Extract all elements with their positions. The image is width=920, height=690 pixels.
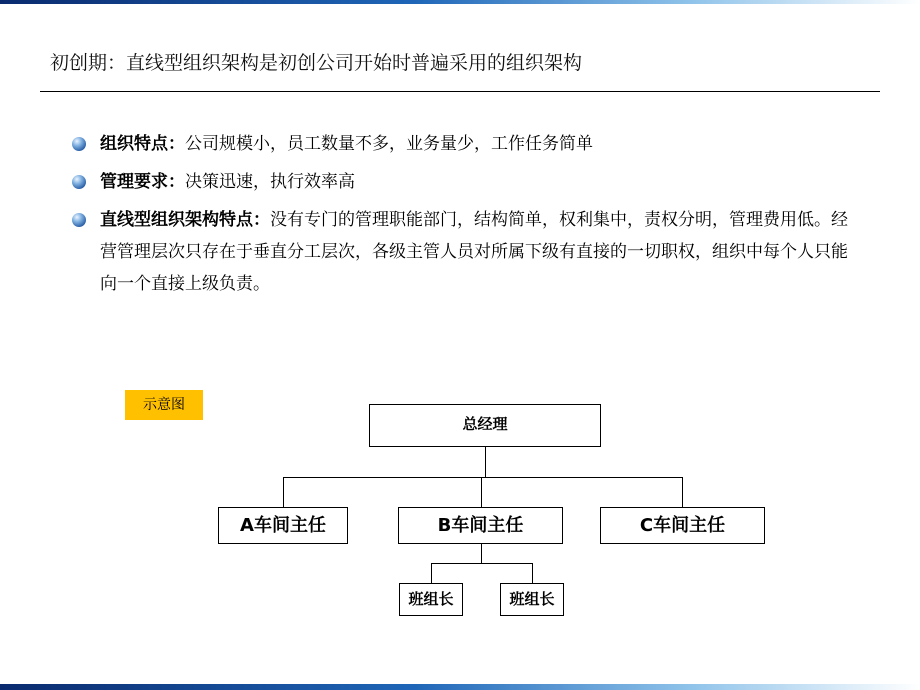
diagram-tag: 示意图	[125, 390, 203, 420]
org-node-dept-b: B车间主任	[398, 507, 563, 544]
bullet-text: 没有专门的管理职能部门，结构简单，权利集中，责权分明，管理费用低。经营管理层次只存在于垂直分工层次，各级主管人员对所属下级有直接的一切职权，组织中每个人只能向一个直接上级负责。	[100, 210, 848, 294]
connector-dept-a	[283, 477, 284, 507]
connector-team-1	[431, 563, 432, 583]
bullet-text: 决策迅速，执行效率高	[185, 172, 355, 192]
org-node-general-manager: 总经理	[369, 404, 601, 447]
connector-dept-b	[481, 477, 482, 507]
connector-dept-c	[682, 477, 683, 507]
connector-b-vertical	[481, 544, 482, 563]
connector-team-horizontal	[431, 563, 533, 564]
org-node-dept-c: C车间主任	[600, 507, 765, 544]
connector-team-2	[532, 563, 533, 583]
bullet-label: 组织特点：	[100, 134, 185, 154]
bullet-label: 管理要求：	[100, 172, 185, 192]
bottom-gradient-bar	[0, 684, 920, 690]
connector-dept-horizontal	[283, 477, 683, 478]
org-node-team-leader-2: 班组长	[500, 583, 564, 616]
org-node-team-leader-1: 班组长	[399, 583, 463, 616]
bullet-label: 直线型组织架构特点：	[100, 210, 270, 230]
slide-title: 初创期：直线型组织架构是初创公司开始时普遍采用的组织架构	[50, 52, 583, 74]
org-node-dept-a: A车间主任	[218, 507, 348, 544]
connector-top-vertical	[485, 447, 486, 477]
bullet-text: 公司规模小，员工数量不多，业务量少，工作任务简单	[185, 134, 593, 154]
